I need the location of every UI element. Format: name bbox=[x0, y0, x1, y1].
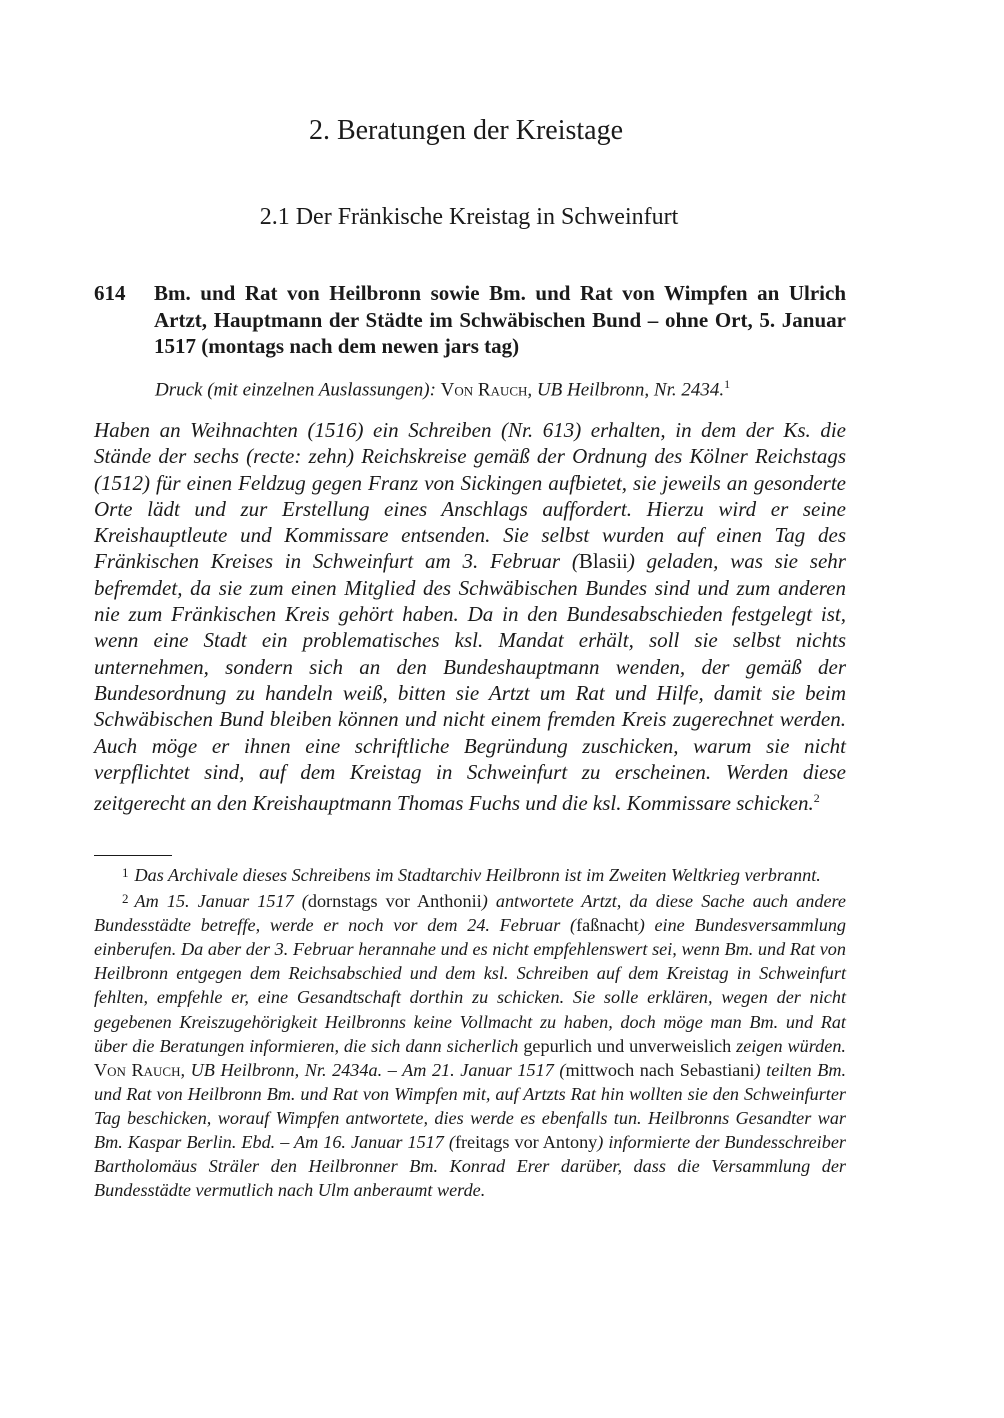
document-heading bbox=[94, 280, 846, 360]
footnote-2-author: Von Rauch bbox=[94, 1059, 181, 1080]
footnotes bbox=[94, 861, 846, 1202]
footnote-ref-1[interactable]: 1 bbox=[724, 377, 731, 391]
footnote-ref-2[interactable]: 2 bbox=[813, 791, 820, 806]
section-title: 2.1 Der Fränkische Kreistag in Schweinfurt bbox=[259, 204, 679, 230]
document-title: Bm. und Rat von Heilbronn sowie Bm. und Rat von Wimpfen an Ulrich Artzt, Hauptmann der Städte im Schwäbischen Bund – ohne Ort, 5. Januar 1517 (montags nach dem newen jars tag) bbox=[154, 281, 846, 358]
footnote-2-quote-1: dornstags vor Anthonii bbox=[307, 891, 482, 912]
source-author: Von Rauch bbox=[440, 379, 528, 401]
regest-text-1: Haben an Weihnachten (1516) ein Schreiben (Nr. 613) erhalten, in dem der Ks. die Stände der sechs (recte: zehn) Reichskreise gemäß der Ordnung des Kölner Reichstags (1512) für einen Feldzug gegen Franz von Sickingen aufbietet, sie jeweils an gesonderte Orte lädt und zur Erstellung eines Anschlags auffordert. Hierzu wird er seine Kreishauptleute und Kommissare entsenden. Sie selbst wurden auf einen Tag des Fränkischen Kreises in Schweinfurt am 3. Februar ( bbox=[94, 418, 846, 574]
footnote-2-mark: 2 bbox=[122, 891, 129, 907]
footnote-2-text-7: ) informierte der Bundesschreiber Bartholomäus Sträler den Heilbronner Bm. Konrad Erer darüber, dass die Versammlung der Bundesstädte vermutlich nach Ulm anberaumt werde. bbox=[94, 1132, 846, 1201]
source-line bbox=[155, 377, 855, 401]
chapter-title: 2. Beratungen der Kreistage bbox=[308, 115, 624, 146]
footnote-2-quote-3: gepurlich und unverweislich bbox=[523, 1035, 732, 1056]
source-citation: , UB Heilbronn, Nr. 2434. bbox=[527, 379, 725, 401]
document-number: 614 bbox=[94, 281, 126, 305]
regest-quote-blasii: Blasii bbox=[578, 549, 628, 574]
footnote-2-text-1: Am 15. Januar 1517 ( bbox=[134, 891, 308, 912]
footnote-2 bbox=[94, 887, 846, 1202]
footnote-2-text-6: ) teilten Bm. und Rat von Heilbronn Bm. und Rat von Wimpfen mit, auf Artzts Rat hin wollten sie den Schweinfurter Tag beschicken, worauf Wimpfen antwortete, dies werde es ebenfalls tun. Heilbronns Gesandter war Bm. Kaspar Berlin. Ebd. – Am 16. Januar 1517 ( bbox=[94, 1059, 846, 1153]
footnote-2-quote-2: faßnacht bbox=[576, 915, 639, 936]
footnote-2-quote-4: mittwoch nach Sebastiani bbox=[565, 1059, 755, 1080]
footnote-1-mark: 1 bbox=[122, 865, 129, 880]
footnote-1 bbox=[94, 861, 846, 887]
regest-text-2: ) geladen, was sie sehr befremdet, da sie zum einen Mitglied des Schwäbischen Bundes sind und zum anderen nie zum Fränkischen Kreis gehört haben. Da in den Bundesabschieden festgelegt ist, wenn eine Stadt ein problematisches ksl. Mandat erhält, soll sie selbst nichts unternehmen, sondern sich an den Bundeshauptmann wenden, der gemäß der Bundesordnung zu handeln weiß, bitten sie Artzt um Rat und Hilfe, damit sie beim Schwäbischen Bund bleiben können und nicht einem fremden Kreis zugerechnet werden. Auch möge er ihnen eine schriftliche Begründung zuschicken, warum sie nicht verpflichtet sind, auf dem Kreistag in Schweinfurt zu erscheinen. Werden diese zeitgerecht an den Kreishauptmann Thomas Fuchs und die ksl. Kommissare schicken. bbox=[94, 549, 846, 816]
footnote-2-quote-5: freitags vor Antony bbox=[454, 1132, 598, 1153]
footnote-2-text-2: ) antwortete Artzt, da diese Sache auch andere Bundesstädte betreffe, werde er noch vor dem 24. Februar ( bbox=[94, 891, 847, 936]
footnote-2-text-4: zeigen würden. bbox=[731, 1035, 846, 1056]
footnote-1-text: Das Archivale dieses Schreibens im Stadtarchiv Heilbronn ist im Zweiten Weltkrieg verbrannt. bbox=[134, 865, 821, 885]
footnote-2-text-5: , UB Heilbronn, Nr. 2434a. – Am 21. Januar 1517 ( bbox=[180, 1059, 566, 1080]
footnote-divider bbox=[94, 855, 172, 856]
source-prefix: Druck (mit einzelnen Auslassungen): bbox=[155, 379, 441, 401]
regest-paragraph bbox=[94, 417, 846, 816]
footnote-2-text-3: ) eine Bundesversammlung einberufen. Da aber der 3. Februar herannahe und es nicht empfehlenswert sei, wenn Bm. und Rat von Heilbronn entgegen dem Reichsabschied und dem ksl. Schreiben auf dem Kreistag in Schweinfurt fehlten, empfehle er, eine Gesandtschaft dorthin zu schicken. Sie solle erklären, wegen der nicht gegebenen Kreiszugehörigkeit Heilbronns keine Vollmacht zu haben, doch möge man Bm. und Rat über die Beratungen informieren, die sich dann sicherlich bbox=[94, 915, 847, 1056]
